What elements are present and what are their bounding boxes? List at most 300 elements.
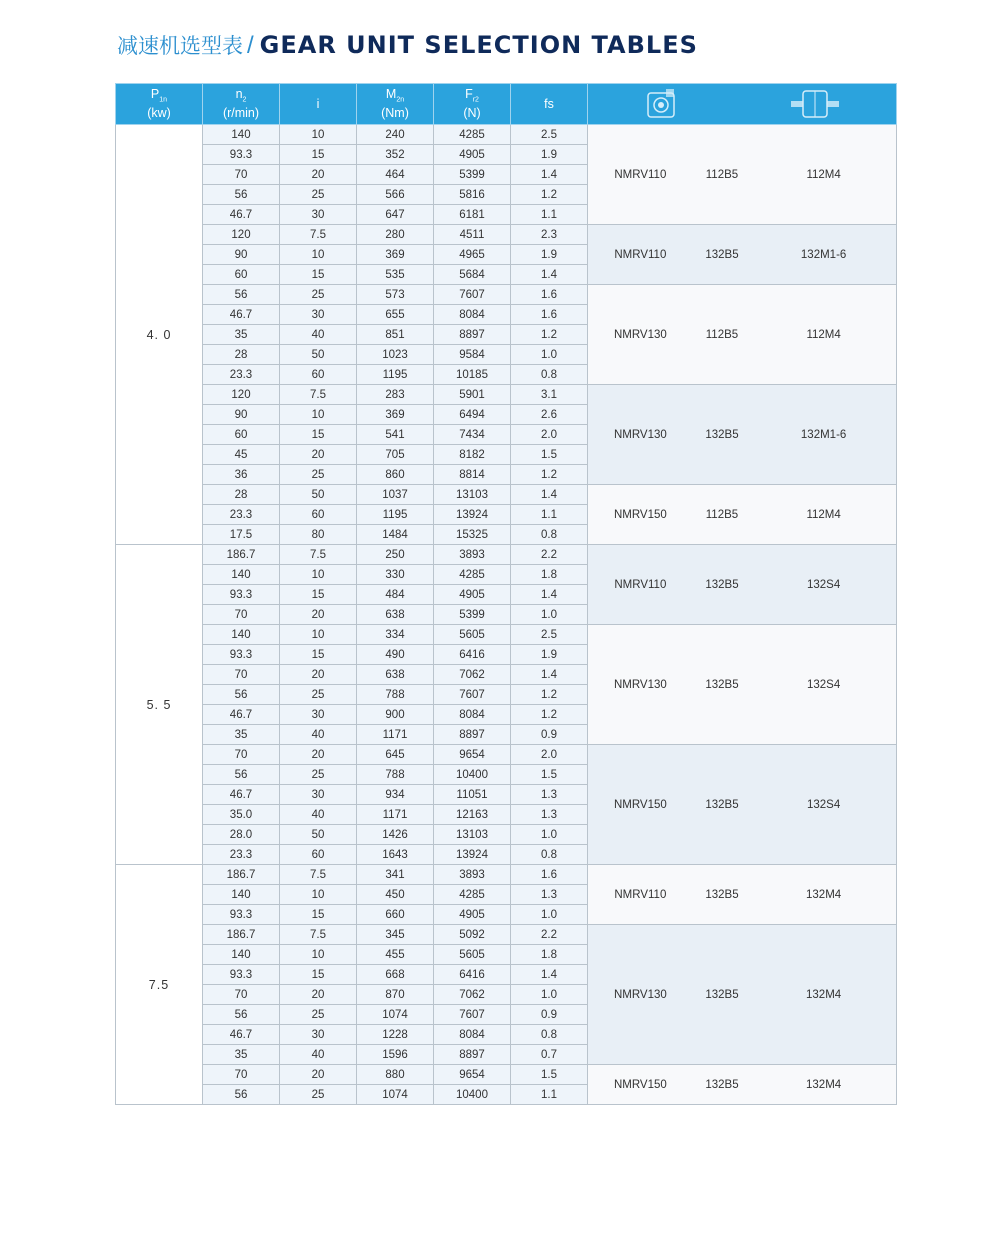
service-factor-cell: 1.4 (511, 265, 588, 285)
torque-cell: 240 (357, 125, 434, 145)
speed-cell: 46.7 (203, 705, 280, 725)
header-power: $P_{1n}$ (kw) (116, 84, 203, 125)
radial-load-cell: 4285 (434, 125, 511, 145)
torque-cell: 484 (357, 585, 434, 605)
service-factor-cell: 1.2 (511, 185, 588, 205)
torque-cell: 860 (357, 465, 434, 485)
ratio-cell: 20 (280, 165, 357, 185)
model-selection-group (588, 429, 896, 441)
table-row (116, 865, 897, 885)
radial-load-cell: 6181 (434, 205, 511, 225)
service-factor-cell: 1.0 (511, 985, 588, 1005)
radial-load-cell: 8897 (434, 725, 511, 745)
model-selection-cell (588, 925, 897, 1065)
radial-load-cell: 10185 (434, 365, 511, 385)
service-factor-cell: 0.7 (511, 1045, 588, 1065)
service-factor-cell: 1.5 (511, 1065, 588, 1085)
ratio-cell: 40 (280, 325, 357, 345)
gearbox-model: NMRV130 (613, 328, 667, 341)
service-factor-cell: 1.8 (511, 945, 588, 965)
ratio-cell: 10 (280, 245, 357, 265)
table-header-row (116, 84, 897, 125)
radial-load-cell: 4285 (434, 565, 511, 585)
ratio-cell: 30 (280, 205, 357, 225)
ratio-cell: 7.5 (280, 385, 357, 405)
service-factor-cell: 1.9 (511, 645, 588, 665)
radial-load-cell: 15325 (434, 525, 511, 545)
radial-load-cell: 9654 (434, 745, 511, 765)
speed-cell: 45 (203, 445, 280, 465)
table-row (116, 925, 897, 945)
service-factor-cell: 1.4 (511, 585, 588, 605)
service-factor-cell: 2.2 (511, 545, 588, 565)
service-factor-cell: 1.4 (511, 965, 588, 985)
speed-cell: 140 (203, 885, 280, 905)
ratio-cell: 10 (280, 565, 357, 585)
gearbox-model: NMRV110 (614, 578, 667, 591)
power-cell: 7.5 (116, 865, 203, 1105)
service-factor-cell: 1.2 (511, 325, 588, 345)
ratio-cell: 50 (280, 825, 357, 845)
flange-code: 112B5 (705, 168, 739, 181)
torque-cell: 464 (357, 165, 434, 185)
ratio-cell: 60 (280, 365, 357, 385)
torque-cell: 490 (357, 645, 434, 665)
service-factor-cell: 1.4 (511, 165, 588, 185)
gearbox-model: NMRV150 (613, 1078, 667, 1091)
gearbox-model: NMRV130 (613, 428, 667, 441)
service-factor-cell: 2.2 (511, 925, 588, 945)
torque-cell: 1037 (357, 485, 434, 505)
speed-cell: 93.3 (203, 645, 280, 665)
speed-cell: 70 (203, 165, 280, 185)
ratio-cell: 60 (280, 845, 357, 865)
ratio-cell: 25 (280, 1005, 357, 1025)
ratio-cell: 80 (280, 525, 357, 545)
speed-cell: 140 (203, 565, 280, 585)
ratio-cell: 30 (280, 305, 357, 325)
speed-cell: 23.3 (203, 365, 280, 385)
service-factor-cell: 1.4 (511, 485, 588, 505)
service-factor-cell: 0.9 (511, 1005, 588, 1025)
radial-load-cell: 9584 (434, 345, 511, 365)
torque-cell: 1023 (357, 345, 434, 365)
model-selection-cell (588, 625, 897, 745)
ratio-cell: 15 (280, 905, 357, 925)
ratio-cell: 7.5 (280, 925, 357, 945)
torque-cell: 870 (357, 985, 434, 1005)
ratio-cell: 15 (280, 265, 357, 285)
motor-code: 112M4 (806, 168, 841, 181)
radial-load-cell: 5605 (434, 625, 511, 645)
radial-load-cell: 3893 (434, 545, 511, 565)
speed-cell: 93.3 (203, 965, 280, 985)
flange-code: 132B5 (705, 678, 739, 691)
service-factor-cell: 0.8 (511, 365, 588, 385)
radial-load-cell: 5684 (434, 265, 511, 285)
torque-cell: 541 (357, 425, 434, 445)
service-factor-cell: 1.0 (511, 345, 588, 365)
ratio-cell: 15 (280, 645, 357, 665)
torque-cell: 330 (357, 565, 434, 585)
model-selection-group (588, 329, 896, 341)
torque-cell: 1484 (357, 525, 434, 545)
service-factor-cell: 2.5 (511, 125, 588, 145)
service-factor-cell: 1.3 (511, 785, 588, 805)
motor-code: 132S4 (806, 678, 841, 691)
title-english: GEAR UNIT SELECTION TABLES (259, 31, 698, 59)
model-selection-cell (588, 125, 897, 225)
service-factor-cell: 1.3 (511, 805, 588, 825)
radial-load-cell: 8814 (434, 465, 511, 485)
torque-cell: 655 (357, 305, 434, 325)
speed-cell: 120 (203, 385, 280, 405)
torque-cell: 788 (357, 685, 434, 705)
torque-cell: 638 (357, 605, 434, 625)
flange-code: 132B5 (705, 988, 739, 1001)
motor-code: 132M1-6 (800, 428, 847, 441)
torque-cell: 345 (357, 925, 434, 945)
model-selection-cell (588, 285, 897, 385)
torque-cell: 280 (357, 225, 434, 245)
model-selection-cell (588, 385, 897, 485)
speed-cell: 90 (203, 405, 280, 425)
speed-cell: 28.0 (203, 825, 280, 845)
header-output-torque: $M_{2n}$ (Nm) (357, 84, 434, 125)
service-factor-cell: 1.6 (511, 285, 588, 305)
speed-cell: 17.5 (203, 525, 280, 545)
table-row (116, 545, 897, 565)
speed-cell: 70 (203, 605, 280, 625)
speed-cell: 46.7 (203, 305, 280, 325)
service-factor-cell: 1.3 (511, 885, 588, 905)
header-model-icons (588, 84, 897, 125)
header-ratio: i (280, 84, 357, 125)
torque-cell: 283 (357, 385, 434, 405)
torque-cell: 1228 (357, 1025, 434, 1045)
motor-code: 132S4 (806, 578, 841, 591)
flange-code: 132B5 (705, 888, 739, 901)
ratio-cell: 15 (280, 425, 357, 445)
torque-cell: 369 (357, 405, 434, 425)
model-selection-group (588, 579, 896, 591)
table-row (116, 225, 897, 245)
model-selection-group (588, 679, 896, 691)
speed-cell: 140 (203, 625, 280, 645)
speed-cell: 56 (203, 1085, 280, 1105)
power-cell: 5. 5 (116, 545, 203, 865)
motor-code: 132M4 (806, 1078, 842, 1091)
torque-cell: 647 (357, 205, 434, 225)
service-factor-cell: 2.5 (511, 625, 588, 645)
speed-cell: 56 (203, 285, 280, 305)
torque-cell: 788 (357, 765, 434, 785)
radial-load-cell: 7607 (434, 1005, 511, 1025)
motor-code: 132S4 (806, 798, 841, 811)
motor-code: 112M4 (806, 508, 841, 521)
motor-code: 132M4 (806, 988, 842, 1001)
speed-cell: 70 (203, 665, 280, 685)
model-selection-group (588, 1079, 896, 1091)
model-selection-group (588, 889, 896, 901)
motor-code: 112M4 (806, 328, 841, 341)
torque-cell: 1074 (357, 1005, 434, 1025)
speed-cell: 186.7 (203, 545, 280, 565)
torque-cell: 645 (357, 745, 434, 765)
torque-cell: 1596 (357, 1045, 434, 1065)
ratio-cell: 20 (280, 1065, 357, 1085)
ratio-cell: 20 (280, 745, 357, 765)
ratio-cell: 15 (280, 965, 357, 985)
radial-load-cell: 5901 (434, 385, 511, 405)
motor-code: 132M4 (806, 888, 842, 901)
service-factor-cell: 1.5 (511, 445, 588, 465)
speed-cell: 23.3 (203, 505, 280, 525)
ratio-cell: 50 (280, 485, 357, 505)
gearbox-model: NMRV130 (613, 988, 667, 1001)
radial-load-cell: 4965 (434, 245, 511, 265)
radial-load-cell: 7062 (434, 985, 511, 1005)
gearbox-model: NMRV110 (614, 168, 667, 181)
flange-code: 132B5 (705, 798, 739, 811)
model-selection-group (588, 169, 896, 181)
speed-cell: 23.3 (203, 845, 280, 865)
speed-cell: 93.3 (203, 905, 280, 925)
model-selection-cell (588, 1065, 897, 1105)
table-body (116, 125, 897, 1105)
worm-gearbox-front-icon (644, 87, 678, 121)
service-factor-cell: 1.0 (511, 825, 588, 845)
model-selection-group (588, 249, 896, 261)
torque-cell: 1074 (357, 1085, 434, 1105)
radial-load-cell: 8182 (434, 445, 511, 465)
flange-code: 112B5 (705, 328, 739, 341)
table-row (116, 125, 897, 145)
speed-cell: 186.7 (203, 865, 280, 885)
torque-cell: 900 (357, 705, 434, 725)
radial-load-cell: 6494 (434, 405, 511, 425)
radial-load-cell: 7434 (434, 425, 511, 445)
model-selection-cell (588, 225, 897, 285)
table-row (116, 485, 897, 505)
radial-load-cell: 13103 (434, 825, 511, 845)
ratio-cell: 7.5 (280, 545, 357, 565)
ratio-cell: 15 (280, 585, 357, 605)
radial-load-cell: 10400 (434, 765, 511, 785)
speed-cell: 70 (203, 1065, 280, 1085)
radial-load-cell: 3893 (434, 865, 511, 885)
speed-cell: 90 (203, 245, 280, 265)
speed-cell: 140 (203, 125, 280, 145)
table-row (116, 1065, 897, 1085)
service-factor-cell: 0.8 (511, 845, 588, 865)
speed-cell: 35 (203, 325, 280, 345)
service-factor-cell: 1.6 (511, 865, 588, 885)
ratio-cell: 60 (280, 505, 357, 525)
speed-cell: 35.0 (203, 805, 280, 825)
gearbox-model: NMRV110 (614, 888, 667, 901)
torque-cell: 934 (357, 785, 434, 805)
torque-cell: 1171 (357, 805, 434, 825)
ratio-cell: 10 (280, 885, 357, 905)
page-title (117, 28, 698, 62)
service-factor-cell: 2.0 (511, 745, 588, 765)
radial-load-cell: 7607 (434, 685, 511, 705)
torque-cell: 250 (357, 545, 434, 565)
torque-cell: 566 (357, 185, 434, 205)
torque-cell: 1643 (357, 845, 434, 865)
radial-load-cell: 13924 (434, 505, 511, 525)
ratio-cell: 7.5 (280, 225, 357, 245)
torque-cell: 1195 (357, 365, 434, 385)
radial-load-cell: 4905 (434, 145, 511, 165)
radial-load-cell: 8084 (434, 305, 511, 325)
speed-cell: 46.7 (203, 1025, 280, 1045)
service-factor-cell: 1.1 (511, 205, 588, 225)
speed-cell: 60 (203, 265, 280, 285)
ratio-cell: 15 (280, 145, 357, 165)
service-factor-cell: 2.0 (511, 425, 588, 445)
ratio-cell: 25 (280, 185, 357, 205)
service-factor-cell: 1.9 (511, 145, 588, 165)
ratio-cell: 20 (280, 665, 357, 685)
ratio-cell: 40 (280, 725, 357, 745)
radial-load-cell: 5816 (434, 185, 511, 205)
service-factor-cell: 1.2 (511, 465, 588, 485)
radial-load-cell: 13103 (434, 485, 511, 505)
flange-code: 132B5 (705, 578, 739, 591)
ratio-cell: 7.5 (280, 865, 357, 885)
service-factor-cell: 1.0 (511, 605, 588, 625)
torque-cell: 660 (357, 905, 434, 925)
service-factor-cell: 1.1 (511, 505, 588, 525)
service-factor-cell: 1.6 (511, 305, 588, 325)
speed-cell: 28 (203, 485, 280, 505)
power-cell: 4. 0 (116, 125, 203, 545)
radial-load-cell: 5605 (434, 945, 511, 965)
torque-cell: 352 (357, 145, 434, 165)
radial-load-cell: 11051 (434, 785, 511, 805)
model-selection-cell (588, 865, 897, 925)
ratio-cell: 10 (280, 405, 357, 425)
gearbox-model: NMRV150 (613, 508, 667, 521)
ratio-cell: 20 (280, 985, 357, 1005)
speed-cell: 35 (203, 1045, 280, 1065)
speed-cell: 56 (203, 765, 280, 785)
service-factor-cell: 1.2 (511, 705, 588, 725)
torque-cell: 1195 (357, 505, 434, 525)
radial-load-cell: 12163 (434, 805, 511, 825)
radial-load-cell: 8897 (434, 325, 511, 345)
torque-cell: 668 (357, 965, 434, 985)
ratio-cell: 30 (280, 1025, 357, 1045)
speed-cell: 35 (203, 725, 280, 745)
radial-load-cell: 7607 (434, 285, 511, 305)
flange-code: 132B5 (705, 428, 739, 441)
service-factor-cell: 1.4 (511, 665, 588, 685)
service-factor-cell: 1.9 (511, 245, 588, 265)
speed-cell: 93.3 (203, 145, 280, 165)
radial-load-cell: 6416 (434, 965, 511, 985)
speed-cell: 120 (203, 225, 280, 245)
speed-cell: 140 (203, 945, 280, 965)
torque-cell: 1426 (357, 825, 434, 845)
torque-cell: 535 (357, 265, 434, 285)
radial-load-cell: 5092 (434, 925, 511, 945)
model-selection-group (588, 509, 896, 521)
speed-cell: 60 (203, 425, 280, 445)
model-selection-group (588, 799, 896, 811)
ratio-cell: 30 (280, 705, 357, 725)
service-factor-cell: 1.1 (511, 1085, 588, 1105)
speed-cell: 186.7 (203, 925, 280, 945)
torque-cell: 851 (357, 325, 434, 345)
torque-cell: 450 (357, 885, 434, 905)
flange-code: 112B5 (705, 508, 739, 521)
ratio-cell: 30 (280, 785, 357, 805)
torque-cell: 334 (357, 625, 434, 645)
speed-cell: 70 (203, 745, 280, 765)
speed-cell: 70 (203, 985, 280, 1005)
service-factor-cell: 3.1 (511, 385, 588, 405)
torque-cell: 880 (357, 1065, 434, 1085)
radial-load-cell: 6416 (434, 645, 511, 665)
speed-cell: 56 (203, 185, 280, 205)
model-selection-group (588, 989, 896, 1001)
radial-load-cell: 4905 (434, 905, 511, 925)
ratio-cell: 10 (280, 625, 357, 645)
speed-cell: 56 (203, 685, 280, 705)
ratio-cell: 20 (280, 605, 357, 625)
radial-load-cell: 8084 (434, 705, 511, 725)
torque-cell: 1171 (357, 725, 434, 745)
ratio-cell: 25 (280, 765, 357, 785)
speed-cell: 93.3 (203, 585, 280, 605)
radial-load-cell: 8084 (434, 1025, 511, 1045)
table-row (116, 625, 897, 645)
header-radial-load: $F_{r2}$ (N) (434, 84, 511, 125)
ratio-cell: 10 (280, 945, 357, 965)
radial-load-cell: 7062 (434, 665, 511, 685)
torque-cell: 341 (357, 865, 434, 885)
ratio-cell: 25 (280, 685, 357, 705)
model-selection-cell (588, 745, 897, 865)
torque-cell: 705 (357, 445, 434, 465)
service-factor-cell: 1.2 (511, 685, 588, 705)
model-selection-cell (588, 545, 897, 625)
torque-cell: 455 (357, 945, 434, 965)
torque-cell: 369 (357, 245, 434, 265)
table-row (116, 285, 897, 305)
service-factor-cell: 2.3 (511, 225, 588, 245)
service-factor-cell: 0.9 (511, 725, 588, 745)
service-factor-cell: 2.6 (511, 405, 588, 425)
radial-load-cell: 8897 (434, 1045, 511, 1065)
title-separator: / (247, 32, 254, 59)
ratio-cell: 25 (280, 285, 357, 305)
radial-load-cell: 10400 (434, 1085, 511, 1105)
speed-cell: 46.7 (203, 205, 280, 225)
speed-cell: 36 (203, 465, 280, 485)
ratio-cell: 50 (280, 345, 357, 365)
gear-selection-table (115, 83, 897, 1105)
speed-cell: 28 (203, 345, 280, 365)
motor-code: 132M1-6 (800, 248, 847, 261)
ratio-cell: 25 (280, 465, 357, 485)
table-row (116, 745, 897, 765)
radial-load-cell: 13924 (434, 845, 511, 865)
gearbox-model: NMRV130 (613, 678, 667, 691)
